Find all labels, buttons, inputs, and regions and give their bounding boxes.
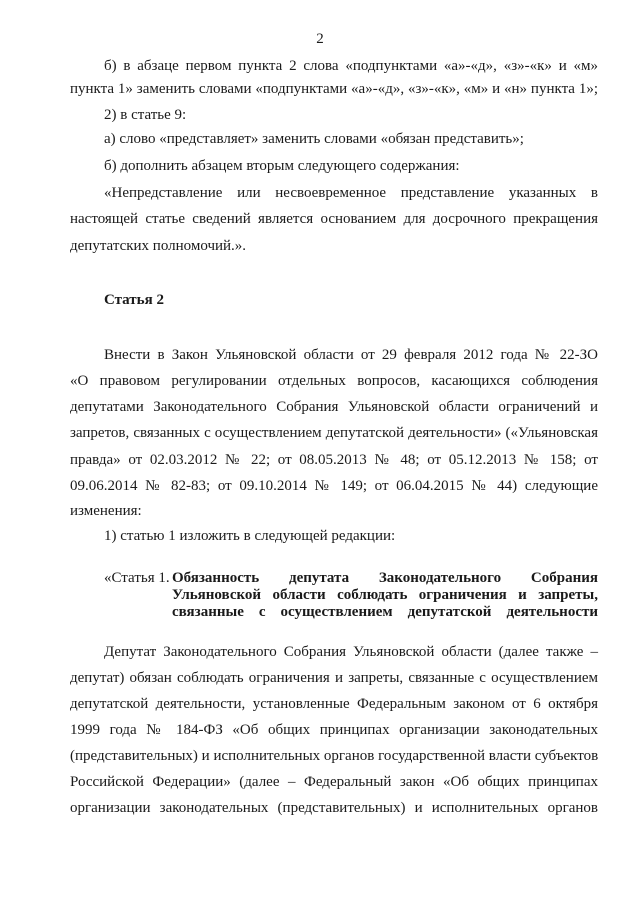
paragraph-line: Внести в Закон Ульяновской области от 29 февраля 2012 года № 22-ЗО [104, 347, 598, 363]
paragraph-line: б) в абзаце первом пункта 2 слова «подпунктами «а»-«д», «з»-«к» и «м» [104, 58, 598, 74]
quote-line: депутатских полномочий.». [70, 238, 247, 254]
article-heading-line: Обязанность депутата Законодательного Собрания [172, 570, 598, 586]
paragraph-line: 09.06.2014 № 82-83; от 09.10.2014 № 149; от 06.04.2015 № 44) следующие [70, 478, 598, 494]
quote-line: настоящей статье сведений является основанием для досрочного прекращения [70, 211, 598, 227]
paragraph-line: 1) статью 1 изложить в следующей редакции: [104, 528, 396, 544]
article-heading-line: связанные с осуществлением депутатской деятельности [172, 604, 598, 620]
article-heading-prefix: «Статья 1. [104, 570, 170, 586]
paragraph-line: правда» от 02.03.2012 № 22; от 08.05.2013 № 48; от 05.12.2013 № 158; от [70, 452, 598, 468]
paragraph-line: организации законодательных (представительных) и исполнительных органов [70, 800, 598, 816]
paragraph-line: депутатами Законодательного Собрания Ульяновской области ограничений и [70, 399, 598, 415]
article-title: Статья 2 [104, 292, 164, 308]
paragraph-line: (представительных) и исполнительных органов государственной власти субъектов [70, 748, 599, 764]
paragraph-line: б) дополнить абзацем вторым следующего содержания: [104, 158, 460, 174]
paragraph-line: «О правовом регулировании отдельных вопросов, касающихся соблюдения [70, 373, 598, 389]
paragraph-line: Депутат Законодательного Собрания Ульяновской области (далее также – [104, 644, 598, 660]
paragraph-line: 2) в статье 9: [104, 107, 187, 123]
paragraph-line: Российской Федерации» (далее – Федеральный закон «Об общих принципах [70, 774, 598, 790]
paragraph-line: депутатской деятельности, установленные Федеральным законом от 6 октября [70, 696, 598, 712]
article-heading-line: Ульяновской области соблюдать ограничения и запреты, [172, 587, 598, 603]
paragraph-line: запретов, связанных с осуществлением депутатской деятельности» («Ульяновская [70, 425, 598, 441]
paragraph-line: изменения: [70, 503, 142, 519]
paragraph-line: пункта 1» заменить словами «подпунктами «а»-«д», «з»-«к», «м» и «н» пункта 1»; [70, 81, 598, 97]
paragraph-line: а) слово «представляет» заменить словами «обязан представить»; [104, 131, 524, 147]
paragraph-line: 1999 года № 184-ФЗ «Об общих принципах организации законодательных [70, 722, 598, 738]
quote-line: «Непредставление или несвоевременное представление указанных в [104, 185, 598, 201]
paragraph-line: депутат) обязан соблюдать ограничения и запреты, связанные с осуществлением [70, 670, 598, 686]
page-number: 2 [316, 31, 324, 47]
